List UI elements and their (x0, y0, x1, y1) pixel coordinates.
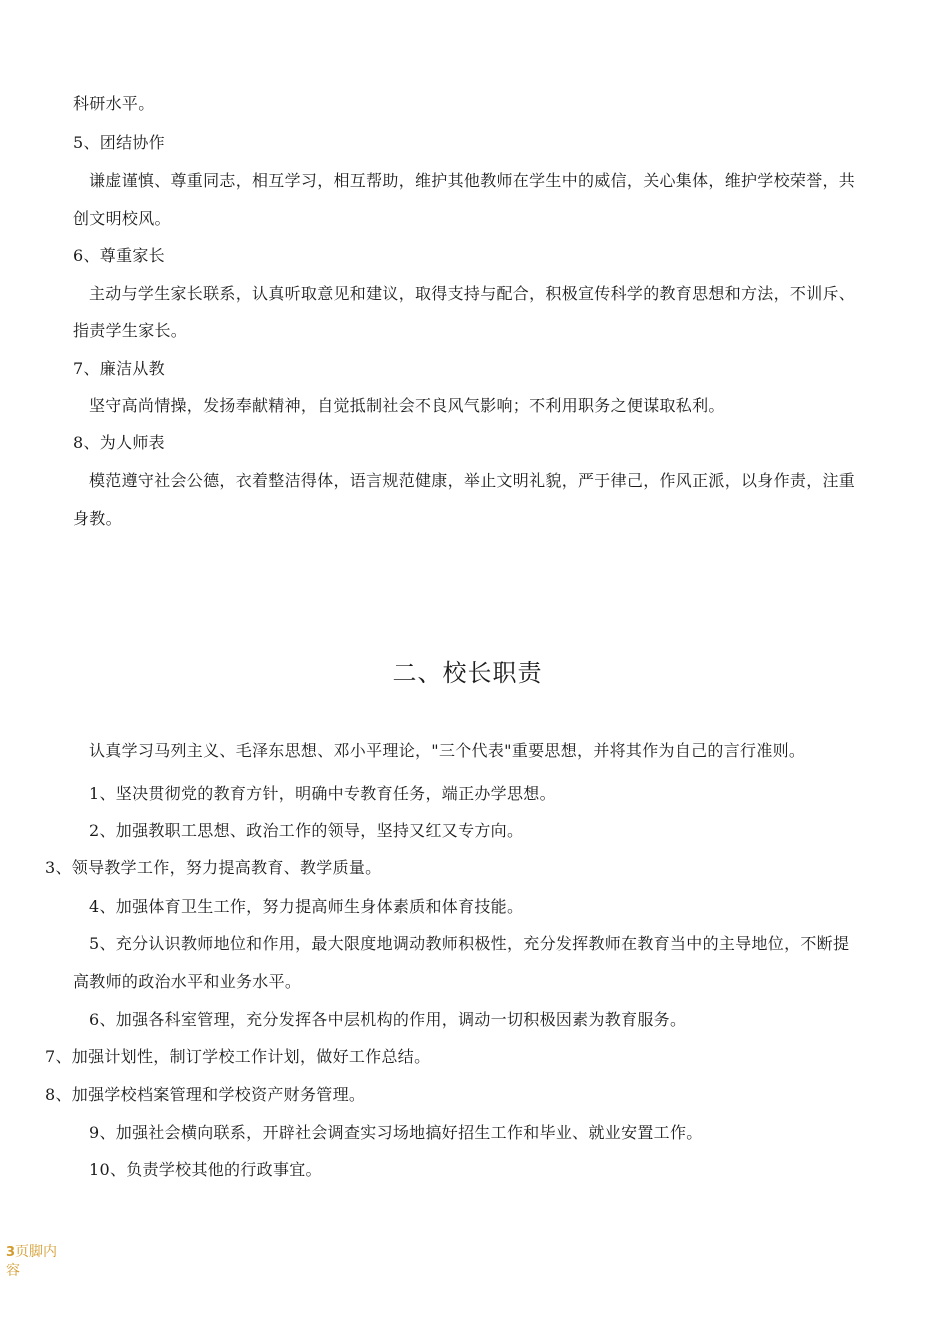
page-number: 3 (6, 1245, 16, 1260)
item-title-unity: 5、团结协作 (73, 133, 165, 152)
duty-item-5-line2: 高教师的政治水平和业务水平。 (73, 972, 302, 991)
duty-item-2: 2、加强教职工思想、政治工作的领导，坚持又红又专方向。 (89, 821, 524, 840)
duty-item-3: 3、领导教学工作，努力提高教育、教学质量。 (45, 858, 382, 877)
item-body-unity-line2: 创文明校风。 (73, 209, 171, 228)
duty-item-10: 10、负责学校其他的行政事宜。 (89, 1160, 322, 1179)
duty-item-4: 4、加强体育卫生工作，努力提高师生身体素质和体育技能。 (89, 897, 524, 916)
item-body-role-model-line1: 模范遵守社会公德，衣着整洁得体，语言规范健康，举止文明礼貌，严于律己，作风正派，以身作责，注重 (89, 471, 856, 490)
page-footer (6, 1243, 66, 1281)
item-body-role-model-line2: 身教。 (73, 509, 122, 528)
item-title-role-model: 8、为人师表 (73, 433, 165, 452)
duty-item-6: 6、加强各科室管理，充分发挥各中层机构的作用，调动一切积极因素为教育服务。 (89, 1010, 687, 1029)
item-title-integrity: 7、廉洁从教 (73, 359, 165, 378)
duty-item-7: 7、加强计划性，制订学校工作计划，做好工作总结。 (45, 1047, 431, 1066)
section-intro: 认真学习马列主义、毛泽东思想、邓小平理论，"三个代表"重要思想，并将其作为自己的言行准则。 (89, 741, 806, 760)
item-body-unity-line1: 谦虚谨慎、尊重同志，相互学习，相互帮助，维护其他教师在学生中的威信，关心集体，维护学校荣誉，共 (89, 171, 856, 190)
footer-text: 页脚内容 (6, 1244, 58, 1279)
duty-item-1: 1、坚决贯彻党的教育方针，明确中专教育任务，端正办学思想。 (89, 784, 556, 803)
duty-item-5-line1: 5、充分认识教师地位和作用，最大限度地调动教师积极性，充分发挥教师在教育当中的主导地位，不断提 (89, 934, 850, 953)
item-body-respect-parents-line2: 指责学生家长。 (73, 321, 188, 340)
duty-item-8: 8、加强学校档案管理和学校资产财务管理。 (45, 1085, 366, 1104)
paragraph-line: 科研水平。 (73, 94, 155, 113)
section-heading: 二、校长职责 (392, 659, 543, 687)
duty-item-9: 9、加强社会横向联系，开辟社会调查实习场地搞好招生工作和毕业、就业安置工作。 (89, 1123, 703, 1142)
item-body-integrity: 坚守高尚情操，发扬奉献精神，自觉抵制社会不良风气影响；不利用职务之便谋取私利。 (89, 396, 725, 415)
item-title-respect-parents: 6、尊重家长 (73, 246, 165, 265)
item-body-respect-parents-line1: 主动与学生家长联系，认真听取意见和建议，取得支持与配合，积极宣传科学的教育思想和方法，不训斥、 (89, 284, 856, 303)
